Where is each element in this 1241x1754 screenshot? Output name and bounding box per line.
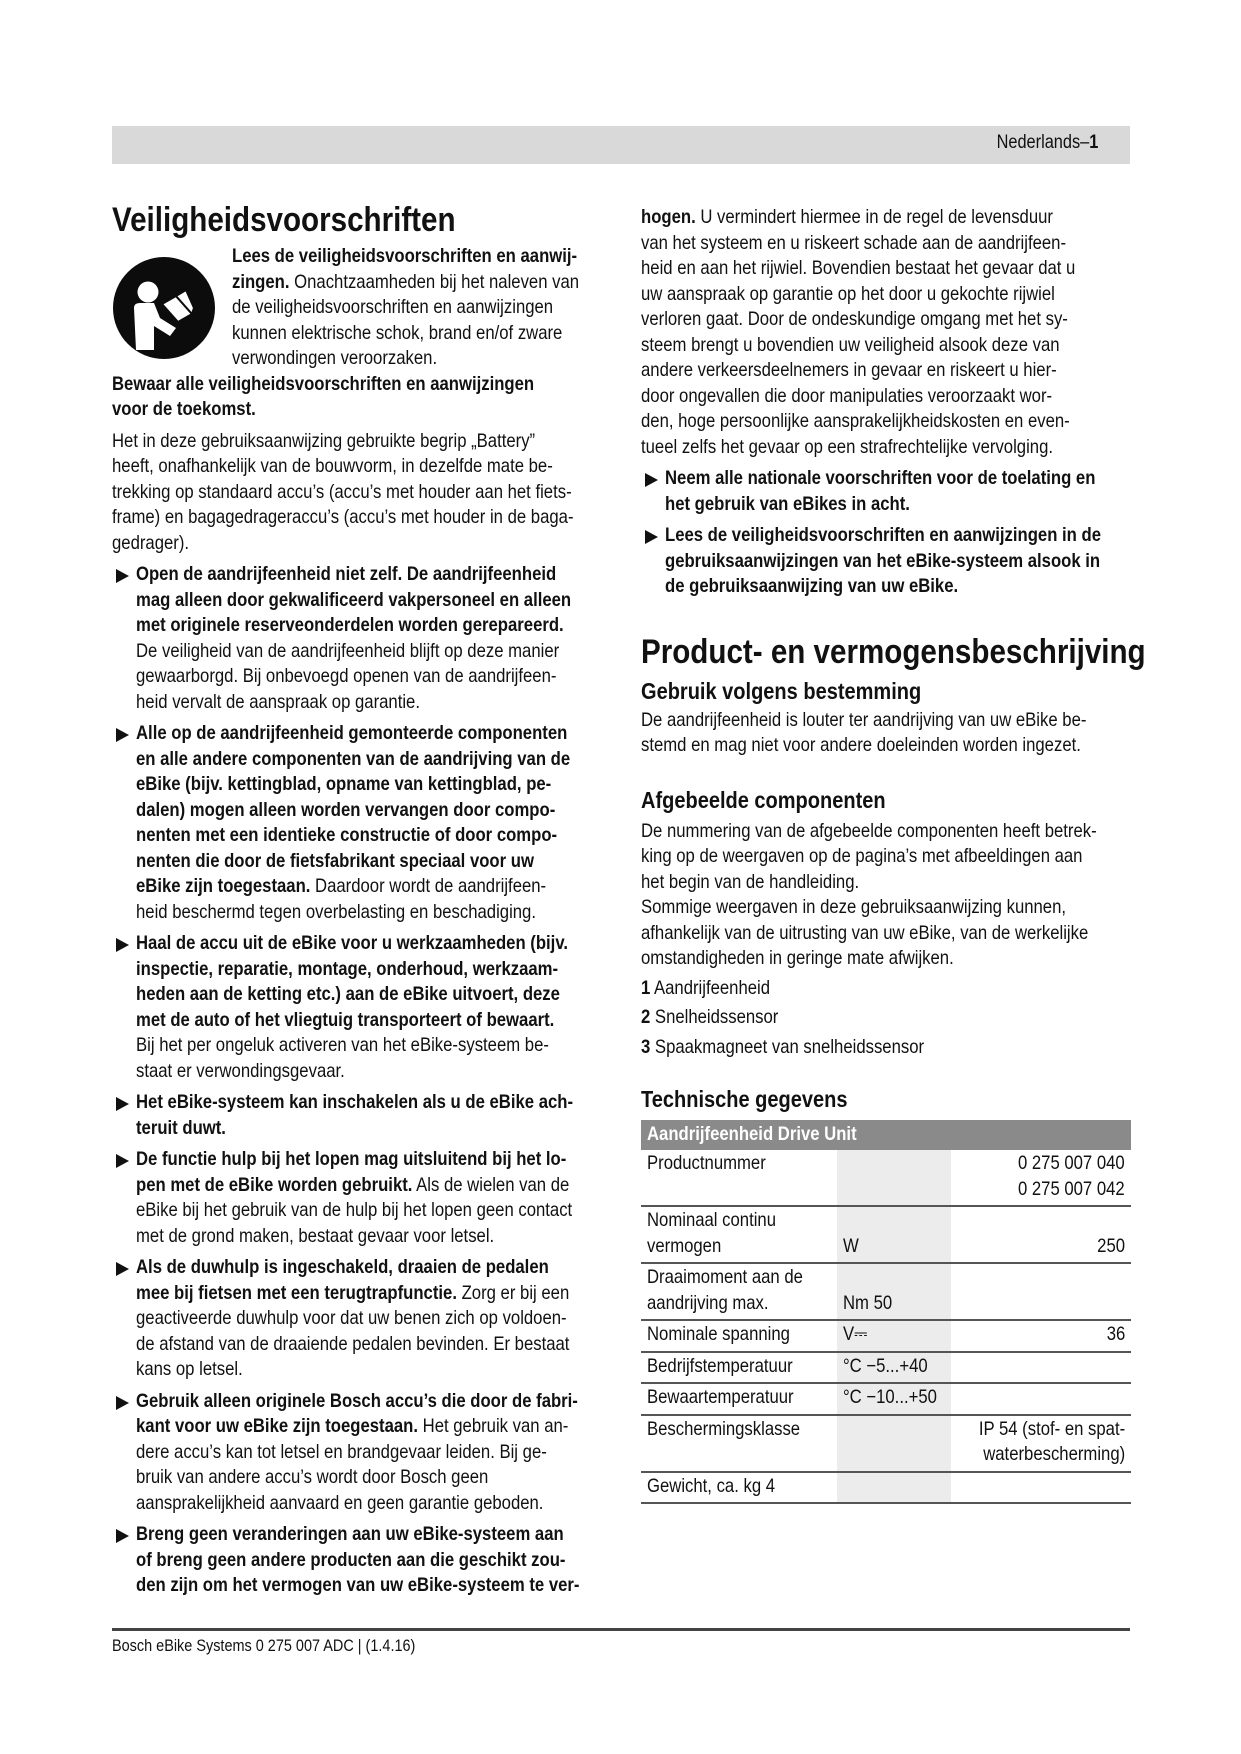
text-line: [641, 231, 1067, 257]
read-manual-icon: [112, 256, 216, 360]
normal-text: met de grond maken, bestaat gevaar voor letsel.: [136, 1225, 495, 1247]
bold-text: dalen) mogen alleen worden vervangen door compo-: [136, 799, 556, 821]
spec-label-line: Bewaartemperatuur: [647, 1387, 794, 1408]
intro-warning: [112, 244, 617, 372]
text-line: [136, 1033, 554, 1059]
spec-value: [951, 1320, 1131, 1352]
components-text: [641, 819, 1131, 972]
normal-text: Zorg er bij een: [456, 1282, 570, 1304]
text-line: [136, 798, 554, 824]
page-label: [996, 132, 1098, 154]
bold-text: met originele reserveonderdelen worden gerepareerd.: [136, 615, 564, 636]
continued-warning-text: [641, 205, 1131, 460]
normal-text: uw aanspraak op garantie op het door u gekochte rijwiel: [641, 283, 1055, 305]
text-line: [136, 1440, 554, 1466]
text-line: [665, 549, 1101, 575]
spec-value-text: waterbescherming): [983, 1444, 1125, 1465]
normal-text: geactiveerde duwhulp voor dat uw benen zich op voldoen-: [136, 1308, 567, 1329]
spec-value-text: [1120, 1385, 1125, 1411]
normal-text: door ongevallen die door manipulaties veroorzaakt wor-: [641, 385, 1053, 407]
normal-text: heid vervalt de aanspraak op garantie.: [136, 691, 420, 713]
bold-text: pen met de eBike worden gebruikt.: [136, 1174, 413, 1196]
bullet-item: [112, 1255, 617, 1383]
text-line: [136, 613, 564, 639]
text-line: [136, 931, 569, 957]
normal-text: Daardoor wordt de aandrijfeen-: [310, 876, 547, 897]
spec-label-line: Draaimoment aan de: [647, 1267, 803, 1288]
text-line: [136, 1090, 574, 1116]
text-line: [136, 721, 568, 747]
bullet-item: [641, 523, 1131, 600]
intro-normal: kunnen elektrische schok, brand en/of zware: [232, 322, 563, 344]
intro-line: [232, 321, 567, 347]
bold-text: Gebruik alleen originele Bosch accu’s die door de fabri-: [136, 1390, 578, 1412]
bold-text: De functie hulp bij het lopen mag uitsluitend bij het lo-: [136, 1149, 567, 1170]
table-row: [641, 1206, 1131, 1263]
spec-label: [641, 1150, 837, 1206]
text-line: [136, 1281, 570, 1307]
page-header: [112, 126, 1130, 164]
text-line: [641, 282, 1067, 308]
battery-line: heeft, onafhankelijk van de bouwvorm, in dezelfde mate be-: [112, 456, 553, 477]
spec-label: [641, 1206, 837, 1263]
text-line: [136, 639, 560, 665]
text-line: [136, 849, 554, 875]
table-title: [641, 1120, 1131, 1150]
section-title-product: Product- en vermogensbeschrijving: [641, 632, 1146, 671]
triangle-bullet-icon: [116, 1529, 129, 1543]
normal-text: steem brengt u bovendien uw veiligheid alsook deze van: [641, 334, 1060, 356]
bold-text: mee bij fietsen met een terugtrapfunctie.: [136, 1282, 457, 1304]
battery-line: trekking op standaard accu’s (accu’s met houder aan het fiets-: [112, 481, 572, 503]
text-line: [136, 1414, 569, 1440]
text-line: [136, 982, 560, 1008]
text-line: [136, 1548, 566, 1574]
bold-text: het gebruik van eBikes in acht.: [665, 493, 910, 515]
bold-text: met de auto of het vliegtuig transporteert of bewaart.: [136, 1009, 555, 1031]
component-item: [641, 976, 1067, 1002]
text-line: [136, 823, 558, 849]
spec-label: [641, 1320, 837, 1352]
spec-value: [951, 1383, 1131, 1415]
components-line: het begin van de handleiding.: [641, 871, 860, 893]
bold-text: de gebruiksaanwijzing van uw eBike.: [665, 576, 959, 597]
intended-use-line: stemd en mag niet voor andere doeleinden worden ingezet.: [641, 735, 1081, 756]
triangle-bullet-icon: [116, 728, 129, 742]
spec-unit: [837, 1472, 951, 1504]
components-line: omstandigheden in geringe mate afwijken.: [641, 948, 954, 969]
normal-text: dere accu’s kan tot letsel en brandgevaar leiden. Bij ge-: [136, 1441, 547, 1463]
spec-label-line: Nominaal continu: [647, 1210, 776, 1231]
text-line: [641, 256, 1076, 282]
intro-normal: de veiligheidsvoorschriften en aanwijzingen: [232, 297, 554, 318]
intro-normal: verwondingen veroorzaken.: [232, 348, 438, 369]
spec-unit: [837, 1263, 951, 1320]
text-line: [136, 957, 559, 983]
triangle-bullet-icon: [645, 473, 658, 487]
spec-unit-text: V⎓: [842, 1324, 868, 1345]
spec-value-text: [1120, 1474, 1125, 1500]
left-column: [112, 200, 617, 1599]
text-line: [136, 588, 572, 614]
spec-unit: [837, 1206, 951, 1263]
spec-value-line: [957, 1442, 1125, 1468]
battery-note: [112, 429, 617, 557]
spec-value: [951, 1415, 1131, 1472]
text-line: [136, 1573, 580, 1599]
technical-data-table: [641, 1120, 1131, 1504]
normal-text: tueel zelfs het gevaar op een strafrechtelijke vervolging.: [641, 436, 1053, 458]
normal-text: heid beschermd tegen overbelasting en beschadiging.: [136, 901, 536, 923]
keep-instructions-note: [112, 372, 617, 423]
spacer: [641, 600, 1131, 632]
spec-value: [951, 1150, 1131, 1206]
spec-value-line: [957, 1354, 1125, 1380]
spec-value-text: 36: [1106, 1324, 1125, 1345]
bold-text: eBike zijn toegestaan.: [136, 876, 311, 897]
spec-unit-text: °C −10...+50: [842, 1387, 937, 1408]
bold-text: Alle op de aandrijfeenheid gemonteerde componenten: [136, 723, 568, 744]
triangle-bullet-icon: [645, 530, 658, 544]
intro-line: [232, 244, 578, 270]
battery-line: gedrager).: [112, 532, 190, 554]
text-line: [641, 435, 1067, 461]
text-line: [641, 205, 1067, 231]
intro-normal: Onachtzaamheden bij het naleven van: [289, 271, 580, 293]
spec-value-text: [1120, 1291, 1125, 1317]
bold-text: hogen.: [641, 207, 696, 228]
spec-value-line: [957, 1474, 1125, 1500]
bullet-item: [112, 721, 617, 925]
footer-rule: [112, 1628, 1130, 1631]
bold-text: heden aan de ketting etc.) aan de eBike uitvoert, deze: [136, 984, 560, 1005]
spec-value: [951, 1263, 1131, 1320]
table-row: [641, 1383, 1131, 1415]
bold-text: teruit duwt.: [136, 1117, 226, 1139]
text-line: [665, 492, 1070, 518]
table-row: [641, 1472, 1131, 1504]
text-line: [136, 1357, 554, 1383]
heading-intended-use: Gebruik volgens bestemming: [641, 677, 922, 704]
spec-label: [641, 1263, 837, 1320]
text-line: [641, 358, 1067, 384]
spec-unit: [837, 1415, 951, 1472]
bold-text: Het eBike-systeem kan inschakelen als u de eBike ach-: [136, 1092, 574, 1113]
text-line: [665, 574, 1070, 600]
intro-bold: zingen.: [232, 271, 290, 293]
spec-unit-text: W: [842, 1235, 859, 1257]
spec-value: [951, 1206, 1131, 1263]
bold-text: Haal de accu uit de eBike voor u werkzaamheden (bijv.: [136, 933, 569, 954]
table-row: [641, 1415, 1131, 1472]
text-line: [136, 1147, 567, 1173]
normal-text: bruik van andere accu’s wordt door Bosch geen: [136, 1467, 489, 1488]
component-number: 2: [641, 1007, 651, 1028]
right-column: [641, 205, 1146, 1504]
normal-text: Het gebruik van an-: [418, 1416, 569, 1437]
spec-value-text: [1120, 1265, 1125, 1291]
text-line: [136, 1465, 554, 1491]
text-line: [136, 690, 554, 716]
bold-text: Lees de veiligheidsvoorschriften en aanwijzingen in de: [665, 525, 1101, 546]
keep-line: voor de toekomst.: [112, 399, 256, 420]
spec-label: [641, 1352, 837, 1384]
bold-text: mag alleen door gekwalificeerd vakpersoneel en alleen: [136, 589, 572, 611]
spec-value-text: 0 275 007 040: [1018, 1153, 1125, 1174]
spec-label-line: Beschermingsklasse: [647, 1418, 801, 1440]
spec-value-line: [957, 1265, 1125, 1291]
spec-value-text: IP 54 (stof- en spat-: [978, 1418, 1125, 1440]
bold-text: gebruiksaanwijzingen van het eBike-systeem alsook in: [665, 550, 1101, 572]
spec-value-text: [1120, 1354, 1125, 1380]
intended-use-text: [641, 708, 1131, 759]
spec-value-line: [957, 1322, 1125, 1348]
bullet-item: [112, 1090, 617, 1141]
normal-text: den, hoge persoonlijke aansprakelijkheidskosten en even-: [641, 411, 1070, 432]
bold-text: Open de aandrijfeenheid niet zelf. De aandrijfeenheid: [136, 564, 557, 585]
spec-label-line: Nominale spanning: [647, 1324, 790, 1345]
text-line: [136, 1491, 554, 1517]
normal-text: heid en aan het rijwiel. Bovendien bestaat het gevaar dat u: [641, 258, 1076, 279]
normal-text: de afstand van de draaiende pedalen bevinden. Er bestaat: [136, 1333, 570, 1355]
spec-value-line: [957, 1291, 1125, 1317]
normal-text: Bij het per ongeluk activeren van het eBike-systeem be-: [136, 1035, 549, 1056]
bold-text: Breng geen veranderingen aan uw eBike-systeem aan: [136, 1524, 564, 1545]
intro-line: [232, 270, 580, 296]
components-line: Sommige weergaven in deze gebruiksaanwijzing kunnen,: [641, 897, 1067, 918]
text-line: [136, 562, 557, 588]
text-line: [641, 384, 1067, 410]
text-line: [665, 523, 1101, 549]
normal-text: staat er verwondingsgevaar.: [136, 1060, 345, 1082]
intro-line: [232, 295, 567, 321]
table-row: [641, 1263, 1131, 1320]
intro-line: [232, 346, 567, 372]
bold-text: Als de duwhulp is ingeschakeld, draaien de pedalen: [136, 1257, 549, 1278]
battery-line: frame) en bagagedrageraccu’s (accu’s met houder in de baga-: [112, 507, 574, 528]
text-line: [136, 1173, 570, 1199]
components-list: [641, 976, 1131, 1061]
bullet-item: [112, 931, 617, 1084]
normal-text: U vermindert hiermee in de regel de levensduur: [695, 207, 1053, 228]
table-body: [641, 1150, 1131, 1503]
intended-use-line: De aandrijfeenheid is louter ter aandrijving van uw eBike be-: [641, 709, 1087, 731]
bullet-item: [641, 466, 1131, 517]
normal-text: andere verkeersdeelnemers in gevaar en riskeert u hier-: [641, 360, 1057, 381]
spec-label: [641, 1383, 837, 1415]
left-bullet-list: [112, 562, 617, 1599]
spec-value-text: 250: [1097, 1235, 1125, 1257]
table-title-text: Aandrijfeenheid Drive Unit: [647, 1124, 857, 1146]
battery-line: Het in deze gebruiksaanwijzing gebruikte begrip „Battery”: [112, 430, 536, 452]
component-item: [641, 1005, 1067, 1031]
normal-text: De veiligheid van de aandrijfeenheid blijft op deze manier: [136, 640, 560, 662]
text-line: [641, 409, 1070, 435]
text-line: [136, 900, 554, 926]
spec-label-line: vermogen: [647, 1235, 722, 1257]
text-line: [136, 772, 554, 798]
bold-text: Neem alle nationale voorschriften voor de toelating en: [665, 468, 1096, 489]
bullet-item: [112, 1389, 617, 1517]
text-line: [136, 1522, 564, 1548]
bold-text: nenten met een identieke constructie of door compo-: [136, 825, 558, 846]
section-title-safety: Veiligheidsvoorschriften: [112, 201, 456, 239]
text-line: [136, 664, 557, 690]
normal-text: van het systeem en u riskeert schade aan de aandrijfeen-: [641, 232, 1067, 254]
normal-text: gewaarborgd. Bij onbevoegd openen van de aandrijfeen-: [136, 666, 557, 687]
spec-unit-text: Nm 50: [842, 1292, 893, 1314]
triangle-bullet-icon: [116, 1262, 129, 1276]
normal-text: verloren gaat. Door de ondeskundige omgang met het sy-: [641, 309, 1068, 330]
intro-text: [232, 244, 617, 372]
spec-value-line: [957, 1208, 1125, 1234]
normal-text: eBike bij het gebruik van de hulp bij het lopen geen contact: [136, 1200, 573, 1221]
spec-value-line: [957, 1385, 1125, 1411]
bold-text: en alle andere componenten van de aandrijving van de: [136, 748, 571, 770]
text-line: [641, 307, 1067, 333]
spec-unit: [837, 1150, 951, 1206]
component-item: [641, 1035, 1067, 1061]
normal-text: Als de wielen van de: [412, 1174, 570, 1196]
spec-label: [641, 1415, 837, 1472]
intro-bold: Lees de veiligheidsvoorschriften en aanwij-: [232, 246, 578, 267]
triangle-bullet-icon: [116, 938, 129, 952]
component-number: 3: [641, 1036, 651, 1058]
bold-text: of breng geen andere producten aan die geschikt zou-: [136, 1549, 566, 1571]
triangle-bullet-icon: [116, 569, 129, 583]
spec-value-line: [957, 1417, 1125, 1443]
triangle-bullet-icon: [116, 1396, 129, 1410]
text-line: [136, 874, 554, 900]
text-line: [665, 466, 1096, 492]
text-line: [136, 1332, 570, 1358]
text-line: [136, 1306, 567, 1332]
text-line: [136, 1116, 554, 1142]
component-label: Snelheidssensor: [654, 1007, 779, 1028]
keep-line: Bewaar alle veiligheidsvoorschriften en aanwijzingen: [112, 373, 535, 395]
text-line: [136, 1008, 554, 1034]
heading-technical-data: Technische gegevens: [641, 1086, 848, 1112]
spec-unit: [837, 1320, 951, 1352]
components-line: De nummering van de afgebeelde componenten heeft betrek-: [641, 820, 1097, 842]
spec-label-line: Productnummer: [647, 1153, 766, 1174]
table-row: [641, 1352, 1131, 1384]
text-line: [136, 1389, 578, 1415]
table-row: [641, 1150, 1131, 1206]
right-bullet-list: [641, 466, 1131, 600]
bold-text: inspectie, reparatie, montage, onderhoud, werkzaam-: [136, 958, 559, 980]
bold-text: kant voor uw eBike zijn toegestaan.: [136, 1416, 419, 1437]
spec-label-line: Gewicht, ca. kg 4: [647, 1475, 776, 1497]
text-line: [136, 1255, 554, 1281]
spec-unit-text: °C −5...+40: [842, 1355, 928, 1377]
bold-text: eBike (bijv. kettingblad, opname van kettingblad, pe-: [136, 774, 552, 795]
spec-value: [951, 1472, 1131, 1504]
spec-value-text: 0 275 007 042: [1018, 1178, 1125, 1200]
bold-text: den zijn om het vermogen van uw eBike-systeem te ver-: [136, 1575, 580, 1596]
component-number: 1: [641, 977, 651, 999]
bullet-item: [112, 562, 617, 715]
header-language: Nederlands: [996, 132, 1080, 153]
text-line: [136, 1059, 554, 1085]
text-line: [136, 747, 571, 773]
components-line: afhankelijk van de uitrusting van uw eBike, van de werkelijke: [641, 922, 1089, 944]
spec-value-line: [957, 1151, 1125, 1177]
text-line: [136, 1224, 554, 1250]
triangle-bullet-icon: [116, 1097, 129, 1111]
normal-text: kans op letsel.: [136, 1359, 243, 1380]
table-header-row: [641, 1120, 1131, 1150]
component-label: Aandrijfeenheid: [654, 977, 771, 999]
table-row: [641, 1320, 1131, 1352]
spec-label: [641, 1472, 837, 1504]
spec-label-line: aandrijving max.: [647, 1292, 769, 1314]
bold-text: nenten die door de fietsfabrikant speciaal voor uw: [136, 850, 534, 872]
spec-value-text: [1120, 1208, 1125, 1234]
spec-value-line: [957, 1177, 1125, 1203]
normal-text: aansprakelijkheid aanvaard en geen garantie geboden.: [136, 1492, 544, 1514]
spec-unit: [837, 1383, 951, 1415]
spec-unit: [837, 1352, 951, 1384]
text-line: [641, 333, 1067, 359]
page-number: 1: [1088, 132, 1098, 153]
spec-value-line: [957, 1234, 1125, 1260]
header-separator: –: [1079, 132, 1089, 153]
bullet-item: [112, 1522, 617, 1599]
spec-value: [951, 1352, 1131, 1384]
triangle-bullet-icon: [116, 1154, 129, 1168]
bullet-item: [112, 1147, 617, 1249]
footer-text: Bosch eBike Systems 0 275 007 ADC | (1.4.16): [112, 1636, 416, 1655]
text-line: [136, 1198, 573, 1224]
heading-components: Afgebeelde componenten: [641, 786, 886, 813]
components-line: king op de weergaven op de pagina’s met afbeeldingen aan: [641, 846, 1083, 867]
component-label: Spaakmagneet van snelheidssensor: [654, 1036, 925, 1058]
spec-label-line: Bedrijfstemperatuur: [647, 1355, 793, 1377]
